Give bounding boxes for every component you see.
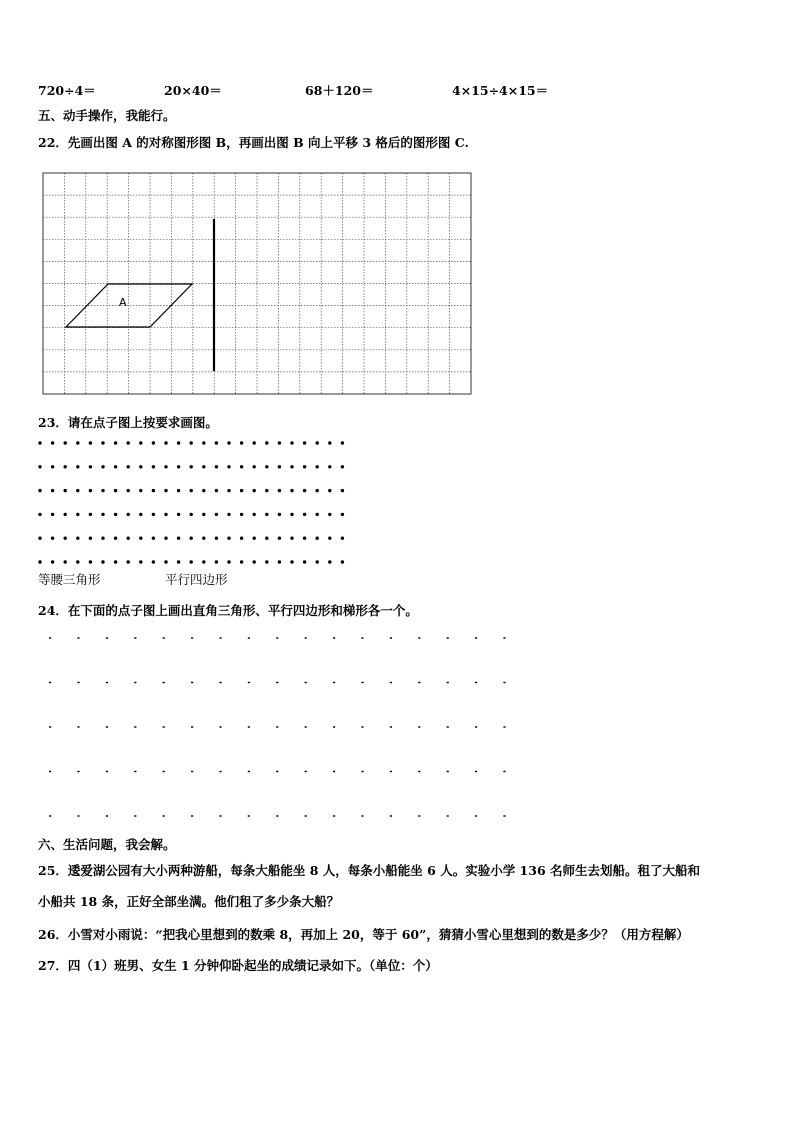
dot (328, 441, 331, 444)
dot (63, 489, 66, 492)
calc-item-3: 68＋120＝ (305, 83, 374, 98)
dot (134, 771, 136, 772)
dot (139, 489, 142, 492)
dot (390, 682, 392, 683)
dot (328, 465, 331, 468)
grid-border (43, 173, 471, 394)
dot (333, 682, 335, 683)
dot (127, 465, 130, 468)
dot (253, 465, 256, 468)
dot (219, 815, 221, 816)
dot (77, 815, 79, 816)
dot (265, 489, 268, 492)
dot (278, 489, 281, 492)
dot (227, 489, 230, 492)
dot (248, 726, 250, 727)
section5-title: 五、动手操作，我能行。 (38, 108, 176, 123)
dot (290, 560, 293, 563)
dot (114, 465, 117, 468)
dot (290, 441, 293, 444)
dot (49, 726, 51, 727)
dot (361, 771, 363, 772)
dot (190, 441, 193, 444)
dot (139, 513, 142, 516)
dot (341, 489, 344, 492)
dot (51, 560, 54, 563)
dot (139, 465, 142, 468)
dot (219, 771, 221, 772)
dot (316, 441, 319, 444)
dot (101, 465, 104, 468)
dot (418, 726, 420, 727)
dot (265, 560, 268, 563)
dot (77, 637, 79, 638)
q22-text: 22．先画出图 A 的对称图形图 B，再画出图 B 向上平移 3 格后的图形图 C. (38, 135, 469, 150)
dot (114, 441, 117, 444)
dot (164, 489, 167, 492)
q23-label-isosceles-triangle: 等腰三角形 (38, 572, 101, 587)
dot (341, 441, 344, 444)
q24-text: 24．在下面的点子图上画出直角三角形、平行四边形和梯形各一个。 (38, 603, 418, 618)
calc-item-4: 4×15÷4×15＝ (452, 83, 549, 98)
dot (290, 537, 293, 540)
dot (390, 771, 392, 772)
dot (152, 489, 155, 492)
q25-line1: 25．逶爱湖公园有大小两种游船，每条大船能坐 8 人，每条小船能坐 6 人。实验小学 136 名师生去划船。租了大船和 (38, 863, 700, 878)
dot (101, 441, 104, 444)
calc-item-2: 20×40＝ (164, 83, 222, 98)
dot (106, 682, 108, 683)
dot (316, 537, 319, 540)
dot (190, 489, 193, 492)
dot (202, 489, 205, 492)
dot (89, 560, 92, 563)
dot (361, 726, 363, 727)
q23-label-parallelogram: 平行四边形 (165, 572, 228, 587)
dot (114, 537, 117, 540)
dot (139, 537, 142, 540)
dot (215, 465, 218, 468)
dot (475, 726, 477, 727)
dot (76, 513, 79, 516)
dot (276, 726, 278, 727)
dot (305, 726, 307, 727)
dot (152, 513, 155, 516)
dot (503, 682, 505, 683)
dot (38, 537, 41, 540)
dot (191, 637, 193, 638)
dot (276, 682, 278, 683)
dot (503, 771, 505, 772)
dot (265, 513, 268, 516)
dot (127, 537, 130, 540)
dot (164, 465, 167, 468)
dot (253, 441, 256, 444)
dot (219, 682, 221, 683)
dot (253, 537, 256, 540)
dot (177, 465, 180, 468)
dot (190, 465, 193, 468)
dot (227, 537, 230, 540)
dot (278, 465, 281, 468)
dot (278, 513, 281, 516)
dot (177, 560, 180, 563)
dot (38, 513, 41, 516)
dot (76, 489, 79, 492)
dot (418, 771, 420, 772)
dot (63, 513, 66, 516)
dot (418, 815, 420, 816)
dot (328, 489, 331, 492)
dot (51, 513, 54, 516)
shape-a-label: A (119, 296, 127, 309)
dot (341, 465, 344, 468)
dot (152, 441, 155, 444)
dot (191, 815, 193, 816)
dot (248, 771, 250, 772)
dot (106, 637, 108, 638)
dot (305, 771, 307, 772)
dot (276, 771, 278, 772)
dot (215, 489, 218, 492)
dot (328, 537, 331, 540)
dot (152, 537, 155, 540)
dot (101, 560, 104, 563)
dot (227, 441, 230, 444)
dot (134, 815, 136, 816)
dot (305, 682, 307, 683)
dot (38, 489, 41, 492)
dot (215, 441, 218, 444)
dot (63, 537, 66, 540)
dot (475, 682, 477, 683)
dot (163, 726, 165, 727)
dot (191, 682, 193, 683)
dot (177, 489, 180, 492)
dot (341, 560, 344, 563)
dot (134, 726, 136, 727)
dot (89, 441, 92, 444)
dot (190, 560, 193, 563)
dot (278, 560, 281, 563)
dot (240, 489, 243, 492)
dot (114, 489, 117, 492)
dot (106, 815, 108, 816)
dot (361, 815, 363, 816)
dot (316, 465, 319, 468)
dot (328, 560, 331, 563)
dot (76, 441, 79, 444)
dot (503, 726, 505, 727)
dot (341, 537, 344, 540)
dot (303, 560, 306, 563)
dot (114, 513, 117, 516)
dot (127, 441, 130, 444)
dot (240, 441, 243, 444)
dot (276, 815, 278, 816)
dot (219, 726, 221, 727)
dot (305, 815, 307, 816)
dot (265, 441, 268, 444)
dot (219, 637, 221, 638)
dot (240, 537, 243, 540)
dot (38, 560, 41, 563)
dot (390, 726, 392, 727)
dot (101, 513, 104, 516)
dot (278, 537, 281, 540)
dot (202, 560, 205, 563)
dot (163, 771, 165, 772)
dot (361, 682, 363, 683)
dot (38, 441, 41, 444)
dot (152, 465, 155, 468)
dot (215, 513, 218, 516)
dot (240, 465, 243, 468)
dot (248, 682, 250, 683)
dot (89, 537, 92, 540)
dot (278, 441, 281, 444)
dot (127, 489, 130, 492)
dot (106, 726, 108, 727)
dot (164, 560, 167, 563)
dot (248, 815, 250, 816)
dot (63, 560, 66, 563)
dot (303, 441, 306, 444)
dot (77, 682, 79, 683)
dot (248, 637, 250, 638)
dot (101, 537, 104, 540)
dot (76, 560, 79, 563)
dot (390, 637, 392, 638)
dot (51, 489, 54, 492)
dot (418, 637, 420, 638)
dot (134, 682, 136, 683)
dot (164, 441, 167, 444)
dot (139, 560, 142, 563)
dot (305, 637, 307, 638)
dot (240, 560, 243, 563)
dot (164, 513, 167, 516)
dot (475, 771, 477, 772)
dot (341, 513, 344, 516)
dot (303, 513, 306, 516)
parallelogram-a (66, 284, 192, 327)
dot (49, 771, 51, 772)
dot (163, 815, 165, 816)
dot (134, 637, 136, 638)
dot (190, 537, 193, 540)
dot (316, 489, 319, 492)
dot (139, 441, 142, 444)
calc-item-1: 720÷4＝ (38, 83, 96, 98)
dot (303, 489, 306, 492)
dot (447, 726, 449, 727)
dot (447, 682, 449, 683)
dot (447, 815, 449, 816)
dot (63, 441, 66, 444)
dot (76, 465, 79, 468)
dot (49, 637, 51, 638)
dot (114, 560, 117, 563)
dot (51, 465, 54, 468)
dot (89, 489, 92, 492)
dot (328, 513, 331, 516)
dot (290, 513, 293, 516)
dot (190, 513, 193, 516)
q27-text: 27．四（1）班男、女生 1 分钟仰卧起坐的成绩记录如下。（单位：个） (38, 958, 438, 973)
dot (290, 465, 293, 468)
dot (202, 465, 205, 468)
dot (333, 637, 335, 638)
dot (265, 465, 268, 468)
dot (253, 513, 256, 516)
dot (290, 489, 293, 492)
dot (475, 815, 477, 816)
dot (447, 637, 449, 638)
q25-line2: 小船共 18 条，正好全部坐满。他们租了多少条大船？ (38, 894, 340, 909)
dot (63, 465, 66, 468)
dot (503, 815, 505, 816)
dot (475, 637, 477, 638)
dot (77, 771, 79, 772)
dot (227, 560, 230, 563)
dot (265, 537, 268, 540)
dot (127, 513, 130, 516)
dot (253, 560, 256, 563)
dot (215, 560, 218, 563)
dot (202, 513, 205, 516)
dot (361, 637, 363, 638)
dot (49, 815, 51, 816)
dot (333, 815, 335, 816)
dot (333, 726, 335, 727)
dot (276, 637, 278, 638)
dot (163, 637, 165, 638)
dot (390, 815, 392, 816)
q23-text: 23．请在点子图上按要求画图。 (38, 415, 218, 430)
dot (177, 537, 180, 540)
dot (177, 513, 180, 516)
dot (253, 489, 256, 492)
dot (163, 682, 165, 683)
dot (89, 513, 92, 516)
dot (240, 513, 243, 516)
dot (51, 537, 54, 540)
dot (316, 513, 319, 516)
dot (51, 441, 54, 444)
dot (227, 513, 230, 516)
dot (303, 465, 306, 468)
dot (215, 537, 218, 540)
dot (164, 537, 167, 540)
dot (177, 441, 180, 444)
dot (333, 771, 335, 772)
dot (316, 560, 319, 563)
q26-text: 26．小雪对小雨说：“把我心里想到的数乘 8，再加上 20，等于 60”，猜猜小雪心里想到的数是多少？（用方程解） (38, 927, 689, 942)
dot (418, 682, 420, 683)
dot (127, 560, 130, 563)
section6-title: 六、生活问题，我会解。 (38, 837, 176, 852)
dot (106, 771, 108, 772)
dot (89, 465, 92, 468)
dot (202, 441, 205, 444)
dot (76, 537, 79, 540)
dot (227, 465, 230, 468)
dot (101, 489, 104, 492)
dot (503, 637, 505, 638)
dot (191, 726, 193, 727)
dot (303, 537, 306, 540)
dot (191, 771, 193, 772)
dot (38, 465, 41, 468)
dot (152, 560, 155, 563)
dot (77, 726, 79, 727)
dot (202, 537, 205, 540)
dot (49, 682, 51, 683)
dot (447, 771, 449, 772)
